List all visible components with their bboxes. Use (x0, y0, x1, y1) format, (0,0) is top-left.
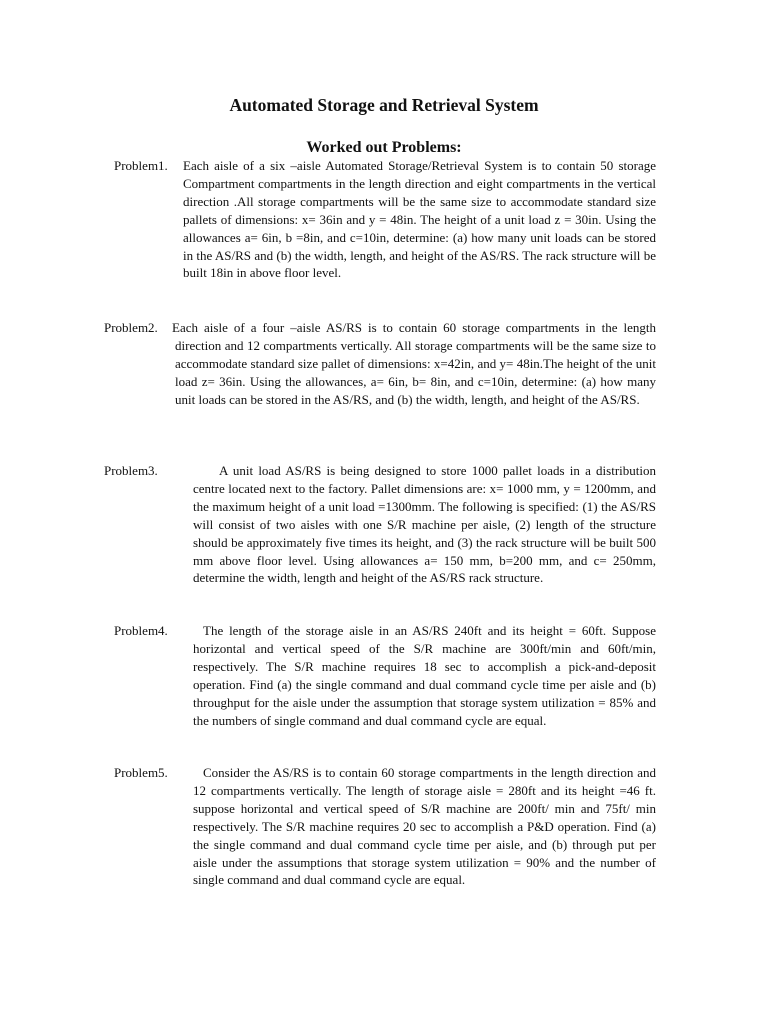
problem-1 (114, 157, 656, 307)
problem-text: Consider the AS/RS is to contain 60 storage compartments in the length direction and 12 compartments vertically. The length of storage aisle = 280ft and its height =46 ft. suppose horizontal and vertical speed of S/R machine are 200ft/ min and 75ft/ min respectively. The S/R machine requires 20 sec to accomplish a P&D operation. Find (a) the single command and dual command cycle time per aisle, and (b) through put per aisle under the assumptions that storage system utilization = 90% and the number of single command and dual command cycle are equal. (193, 765, 656, 888)
problem-text: Each aisle of a six –aisle Automated Storage/Retrieval System is to contain 50 storage Compartment compartments in the length direction and eight compartments in the vertical direction .All storage compartments will be the same size to accommodate standard size pallets of dimensions: x= 36in and y = 48in. The height of a unit load z = 30in. Using the allowances a= 6in, b =8in, and c=10in, determine: (a) how many unit loads can be stored in the AS/RS and (b) the width, length, and height of the AS/RS. The rack structure will be built 18in in above floor level. (183, 158, 656, 281)
problem-text: The length of the storage aisle in an AS/RS 240ft and its height = 60ft. Suppose horizontal and vertical speed of the S/R machine are 300ft/min and 60ft/min, respectively. The S/R machine requires 18 sec to accomplish a pick-and-deposit operation. Find (a) the single command and dual command cycle time per aisle and (b) throughput for the aisle under the assumption that storage system utilization = 85% and the numbers of single command and dual command cycle are equal. (193, 623, 656, 728)
problem-4 (114, 622, 656, 752)
problem-label: Problem3. (104, 463, 158, 478)
problem-label: Problem1. (114, 158, 168, 173)
document-title: Automated Storage and Retrieval System (229, 95, 539, 115)
problem-label: Problem2. (104, 320, 158, 335)
problem-3 (104, 462, 656, 607)
document-subtitle: Worked out Problems: (306, 139, 462, 156)
problem-label: Problem4. (114, 623, 168, 638)
problem-text: Each aisle of a four –aisle AS/RS is to contain 60 storage compartments in the length direction and 12 compartments vertically. All storage compartments will be the same size to accommodate standard size pallet of dimensions: x=42in, and y= 48in.The height of the unit load z= 36in. Using the allowances, a= 6in, b= 8in, and c=10in, determine: (a) how many unit loads can be stored in the AS/RS, and (b) the width, length, and height of the AS/RS. (172, 320, 656, 407)
problem-label: Problem5. (114, 765, 168, 780)
problem-2 (104, 319, 656, 429)
problem-text: A unit load AS/RS is being designed to store 1000 pallet loads in a distribution centre located next to the factory. Pallet dimensions are: x= 1000 mm, y = 1200mm, and the maximum height of a unit load =1300mm. The following is specified: (1) the AS/RS will consist of two aisles with one S/R machine per aisle, (2) length of the structure should be approximately five times its height, and (3) the rack structure will be built 500 mm above floor level. Using allowances a= 150 mm, b=200 mm, and c= 250mm, determine the width, length and height of the AS/RS rack structure. (193, 463, 656, 586)
problem-5 (114, 764, 656, 914)
